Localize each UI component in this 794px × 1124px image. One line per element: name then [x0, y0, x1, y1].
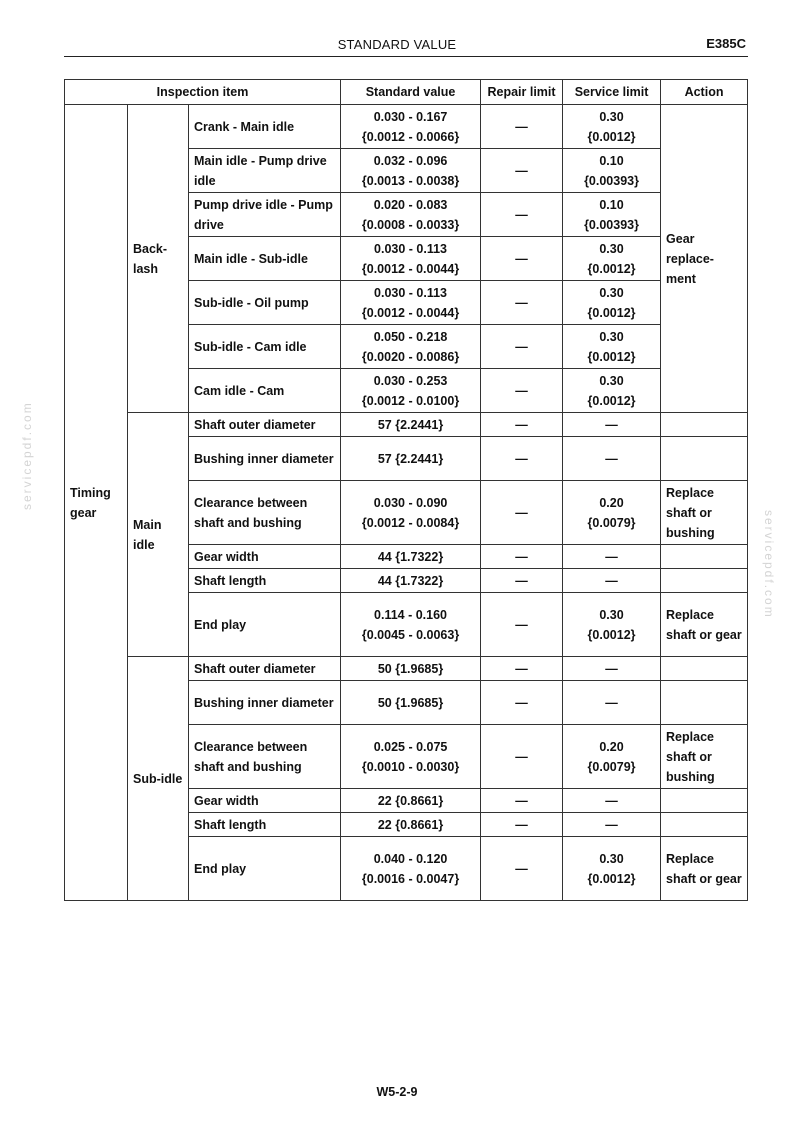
inspection-item: Shaft outer diameter [189, 413, 341, 437]
repair-limit: — [481, 593, 563, 657]
repair-limit: — [481, 369, 563, 413]
service-limit [563, 237, 661, 281]
repair-limit: — [481, 237, 563, 281]
model-code: E385C [706, 36, 746, 51]
service-limit [563, 789, 661, 813]
watermark-left: servicepdf.com [20, 401, 34, 510]
standard-value-mm: 0.032 - 0.096 [373, 153, 448, 168]
standard-value-table [64, 79, 748, 901]
inspection-item: Shaft length [189, 569, 341, 593]
action-cell: Gear replace-ment [661, 105, 748, 413]
standard-value [341, 681, 481, 725]
standard-value-mm: 22 {0.8661} [377, 817, 444, 832]
section-label: Back-lash [128, 105, 189, 413]
standard-value-in: {0.0012 - 0.0100} [361, 393, 460, 408]
standard-value [341, 593, 481, 657]
service-limit-mm: 0.30 [599, 241, 624, 256]
service-limit-mm: 0.10 [599, 197, 624, 212]
standard-value-mm: 0.050 - 0.218 [373, 329, 448, 344]
service-limit-mm: 0.30 [599, 851, 624, 866]
service-limit-in: {0.0012} [587, 129, 636, 144]
standard-value-mm: 50 {1.9685} [377, 695, 444, 710]
action-cell: Replace shaft or bushing [661, 725, 748, 789]
repair-limit: — [481, 105, 563, 149]
standard-value-in: {0.0012 - 0.0066} [361, 129, 460, 144]
service-limit-in: {0.0012} [587, 871, 636, 886]
inspection-item: Gear width [189, 789, 341, 813]
section-label: Main idle [128, 413, 189, 657]
header-divider [64, 56, 748, 57]
action-cell [661, 813, 748, 837]
table-header-row [65, 80, 748, 105]
repair-limit: — [481, 481, 563, 545]
table-row [65, 657, 748, 681]
service-limit-in: {0.0012} [587, 305, 636, 320]
repair-limit: — [481, 413, 563, 437]
service-limit [563, 657, 661, 681]
inspection-item: Bushing inner diameter [189, 437, 341, 481]
standard-value-in: {0.0012 - 0.0084} [361, 515, 460, 530]
service-limit-mm: — [605, 661, 618, 676]
standard-value [341, 369, 481, 413]
inspection-item: Pump drive idle - Pump drive [189, 193, 341, 237]
watermark-right: servicepdf.com [762, 510, 776, 619]
standard-value-in: {0.0020 - 0.0086} [361, 349, 460, 364]
standard-value [341, 789, 481, 813]
service-limit-in: {0.0012} [587, 627, 636, 642]
inspection-item: Crank - Main idle [189, 105, 341, 149]
standard-value-in: {0.0013 - 0.0038} [361, 173, 460, 188]
standard-value [341, 149, 481, 193]
service-limit-mm: 0.30 [599, 109, 624, 124]
standard-value [341, 437, 481, 481]
repair-limit: — [481, 325, 563, 369]
standard-value-in: {0.0016 - 0.0047} [361, 871, 460, 886]
header-action: Action [661, 80, 748, 105]
action-cell [661, 681, 748, 725]
standard-value-in: {0.0012 - 0.0044} [361, 261, 460, 276]
repair-limit: — [481, 681, 563, 725]
inspection-item: Shaft outer diameter [189, 657, 341, 681]
inspection-item: Cam idle - Cam [189, 369, 341, 413]
standard-value-in: {0.0010 - 0.0030} [361, 759, 460, 774]
standard-value-mm: 22 {0.8661} [377, 793, 444, 808]
service-limit-mm: — [605, 695, 618, 710]
service-limit-mm: — [605, 817, 618, 832]
standard-value [341, 105, 481, 149]
repair-limit: — [481, 813, 563, 837]
service-limit [563, 593, 661, 657]
inspection-item: End play [189, 593, 341, 657]
service-limit [563, 325, 661, 369]
service-limit-mm: 0.30 [599, 607, 624, 622]
service-limit [563, 413, 661, 437]
service-limit-in: {0.0012} [587, 393, 636, 408]
service-limit-mm: 0.30 [599, 329, 624, 344]
repair-limit: — [481, 281, 563, 325]
header-standard-value: Standard value [341, 80, 481, 105]
service-limit-mm: 0.30 [599, 373, 624, 388]
standard-value-in: {0.0012 - 0.0044} [361, 305, 460, 320]
service-limit [563, 725, 661, 789]
action-cell: Replace shaft or gear [661, 837, 748, 901]
header-repair-limit: Repair limit [481, 80, 563, 105]
service-limit-mm: 0.20 [599, 739, 624, 754]
standard-value-mm: 0.025 - 0.075 [373, 739, 448, 754]
page-header-title: STANDARD VALUE [337, 37, 457, 52]
standard-value-mm: 44 {1.7322} [377, 549, 444, 564]
inspection-item: Main idle - Pump drive idle [189, 149, 341, 193]
standard-value [341, 569, 481, 593]
action-cell [661, 569, 748, 593]
page-number: W5-2-9 [376, 1085, 418, 1099]
service-limit [563, 545, 661, 569]
standard-value-mm: 44 {1.7322} [377, 573, 444, 588]
repair-limit: — [481, 149, 563, 193]
table-row [65, 413, 748, 437]
service-limit-mm: — [605, 549, 618, 564]
action-cell [661, 545, 748, 569]
service-limit [563, 481, 661, 545]
standard-value [341, 725, 481, 789]
standard-value-mm: 57 {2.2441} [377, 451, 444, 466]
service-limit-in: {0.00393} [584, 173, 639, 188]
service-limit-in: {0.00393} [584, 217, 639, 232]
service-limit-mm: — [605, 573, 618, 588]
service-limit-mm: 0.10 [599, 153, 624, 168]
service-limit-in: {0.0079} [587, 759, 636, 774]
service-limit-mm: — [605, 451, 618, 466]
service-limit [563, 281, 661, 325]
inspection-item: Sub-idle - Oil pump [189, 281, 341, 325]
group-label: Timing gear [65, 105, 128, 901]
standard-value-mm: 50 {1.9685} [377, 661, 444, 676]
standard-value-mm: 0.030 - 0.113 [374, 285, 448, 300]
repair-limit: — [481, 837, 563, 901]
standard-value [341, 325, 481, 369]
standard-value [341, 193, 481, 237]
inspection-item: Shaft length [189, 813, 341, 837]
repair-limit: — [481, 789, 563, 813]
action-cell: Replace shaft or gear [661, 593, 748, 657]
service-limit [563, 149, 661, 193]
service-limit-in: {0.0012} [587, 261, 636, 276]
header-service-limit: Service limit [563, 80, 661, 105]
repair-limit: — [481, 437, 563, 481]
standard-value [341, 657, 481, 681]
standard-value [341, 837, 481, 901]
standard-value [341, 813, 481, 837]
repair-limit: — [481, 725, 563, 789]
service-limit-in: {0.0079} [587, 515, 636, 530]
service-limit [563, 369, 661, 413]
service-limit-mm: — [605, 793, 618, 808]
standard-value-mm: 57 {2.2441} [377, 417, 444, 432]
standard-value-mm: 0.114 - 0.160 [374, 607, 448, 622]
standard-value [341, 481, 481, 545]
service-limit-in: {0.0012} [587, 349, 636, 364]
inspection-item: Sub-idle - Cam idle [189, 325, 341, 369]
service-limit [563, 837, 661, 901]
service-limit-mm: 0.20 [599, 495, 624, 510]
repair-limit: — [481, 657, 563, 681]
table-row [65, 105, 748, 149]
service-limit [563, 105, 661, 149]
action-cell [661, 657, 748, 681]
service-limit [563, 681, 661, 725]
repair-limit: — [481, 193, 563, 237]
service-limit [563, 437, 661, 481]
standard-value-in: {0.0008 - 0.0033} [361, 217, 460, 232]
service-limit-mm: 0.30 [599, 285, 624, 300]
repair-limit: — [481, 569, 563, 593]
standard-value [341, 413, 481, 437]
service-limit [563, 569, 661, 593]
standard-value-mm: 0.030 - 0.090 [373, 495, 448, 510]
repair-limit: — [481, 545, 563, 569]
inspection-item: Bushing inner diameter [189, 681, 341, 725]
service-limit-mm: — [605, 417, 618, 432]
standard-value-mm: 0.030 - 0.113 [374, 241, 448, 256]
action-cell [661, 413, 748, 437]
standard-value-mm: 0.020 - 0.083 [373, 197, 448, 212]
standard-value-mm: 0.030 - 0.167 [373, 109, 448, 124]
standard-value [341, 545, 481, 569]
inspection-item: End play [189, 837, 341, 901]
standard-value-in: {0.0045 - 0.0063} [361, 627, 460, 642]
standard-value [341, 281, 481, 325]
action-cell [661, 437, 748, 481]
action-cell [661, 789, 748, 813]
inspection-item: Gear width [189, 545, 341, 569]
inspection-item: Clearance between shaft and bushing [189, 481, 341, 545]
service-limit [563, 813, 661, 837]
action-cell: Replace shaft or bushing [661, 481, 748, 545]
section-label: Sub-idle [128, 657, 189, 901]
inspection-item: Clearance between shaft and bushing [189, 725, 341, 789]
inspection-item: Main idle - Sub-idle [189, 237, 341, 281]
service-limit [563, 193, 661, 237]
standard-value-mm: 0.040 - 0.120 [373, 851, 448, 866]
standard-value [341, 237, 481, 281]
header-inspection-item: Inspection item [65, 80, 341, 105]
standard-value-mm: 0.030 - 0.253 [373, 373, 448, 388]
